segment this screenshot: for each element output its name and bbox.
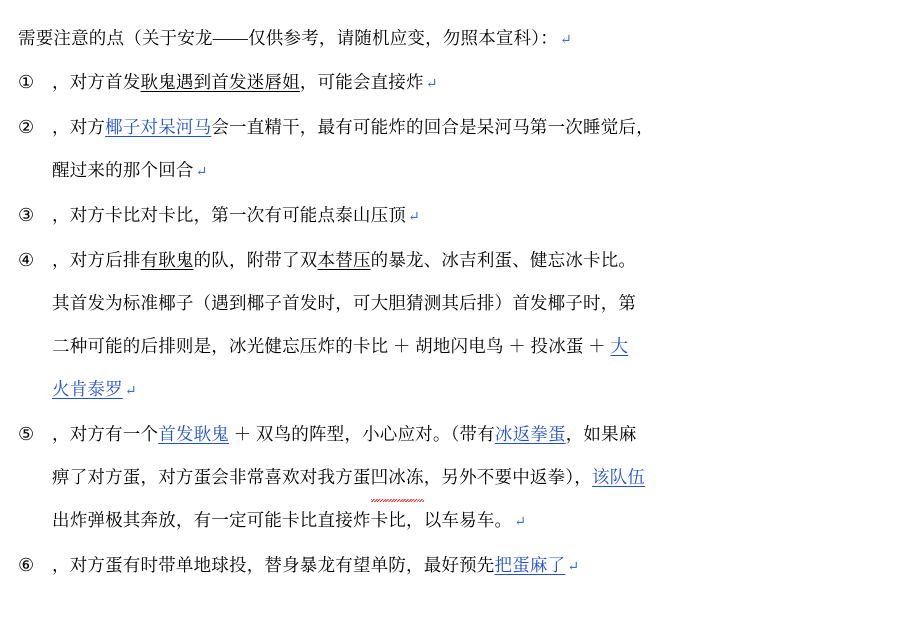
- item-emphasis: 有耿鬼: [140, 250, 194, 270]
- item-text: ，另外不要中返拳），: [423, 467, 592, 487]
- item-text: 的暴龙、冰吉利蛋、健忘冰卡比。: [370, 250, 637, 270]
- paragraph-mark-icon: ↵: [425, 77, 438, 92]
- item-text: ，对方: [52, 117, 106, 137]
- title-text: 需要注意的点（关于安龙——仅供参考，请随机应变，勿照本宣科）：: [18, 28, 558, 48]
- paragraph-mark-icon: ↵: [124, 384, 137, 399]
- item-link[interactable]: 首发耿鬼: [158, 424, 230, 444]
- item-text: 会一直精干，最有可能炸的回合是呆河马第一次睡觉后，: [211, 117, 654, 137]
- item-text: ，对方后排: [52, 250, 141, 270]
- item-link[interactable]: 冰返拳蛋: [494, 424, 566, 444]
- document-title-line: [18, 18, 890, 61]
- list-marker: ①: [18, 72, 35, 92]
- list-item-continuation: [18, 368, 890, 413]
- paragraph-mark-icon: ↵: [567, 560, 580, 575]
- item-text: 出炸弹极其奔放，有一定可能卡比直接炸卡比，以车易车。: [52, 510, 513, 530]
- item-emphasis: 本替压: [317, 250, 371, 270]
- item-link[interactable]: 该队伍: [591, 467, 646, 487]
- list-item: [18, 544, 890, 589]
- item-link[interactable]: 椰子对呆河马: [105, 117, 212, 137]
- item-text: 的队，附带了双: [193, 250, 318, 270]
- item-link[interactable]: 大: [610, 336, 629, 356]
- paragraph-mark-icon: ↵: [408, 210, 420, 225]
- list-item-continuation: [18, 149, 890, 194]
- item-text: ，如果麻: [565, 424, 637, 444]
- paragraph-mark-icon: ↵: [514, 515, 527, 530]
- paragraph-mark-icon: ↵: [195, 165, 208, 180]
- list-item: [18, 194, 890, 239]
- list-marker: ④: [18, 250, 35, 270]
- item-text: ，对方有一个: [52, 424, 159, 444]
- item-text: ，可能会直接炸: [299, 72, 424, 92]
- list-item: [18, 239, 890, 282]
- list-marker: ③: [18, 205, 35, 225]
- list-item: [18, 106, 890, 149]
- list-item-continuation: [18, 282, 890, 325]
- item-text: 痹了对方蛋，对方蛋会非常喜欢对我方蛋: [52, 467, 371, 487]
- paragraph-mark-icon: ↵: [559, 33, 572, 48]
- item-text: ＋ 双鸟的阵型，小心应对。（带有: [229, 424, 495, 444]
- item-text: ，对方蛋有时带单地球投，替身暴龙有望单防，最好预先: [52, 555, 495, 575]
- list-item-continuation: [18, 325, 890, 368]
- list-item: [18, 413, 890, 456]
- item-emphasis: 耿鬼遇到首发迷唇姐: [140, 72, 300, 92]
- list-marker: ⑥: [18, 555, 35, 575]
- item-text: 其首发为标准椰子（遇到椰子首发时，可大胆猜测其后排）首发椰子时，第: [52, 293, 637, 313]
- item-text: ，对方首发: [52, 72, 141, 92]
- list-item-continuation: [18, 456, 890, 499]
- item-text: 二种可能的后排则是，冰光健忘压炸的卡比 ＋ 胡地闪电鸟 ＋ 投冰蛋 ＋: [52, 336, 611, 356]
- item-text: ，对方卡比对卡比，第一次有可能点泰山压顶: [52, 205, 406, 225]
- list-marker: ⑤: [18, 424, 35, 444]
- list-item: [18, 61, 890, 106]
- item-link[interactable]: 把蛋麻了: [494, 555, 566, 575]
- list-item-continuation: [18, 499, 890, 544]
- item-link[interactable]: 火肯泰罗: [52, 379, 123, 399]
- item-text: 醒过来的那个回合: [52, 160, 194, 180]
- spellcheck-text: 凹冰冻: [371, 456, 424, 499]
- list-marker: ②: [18, 117, 35, 137]
